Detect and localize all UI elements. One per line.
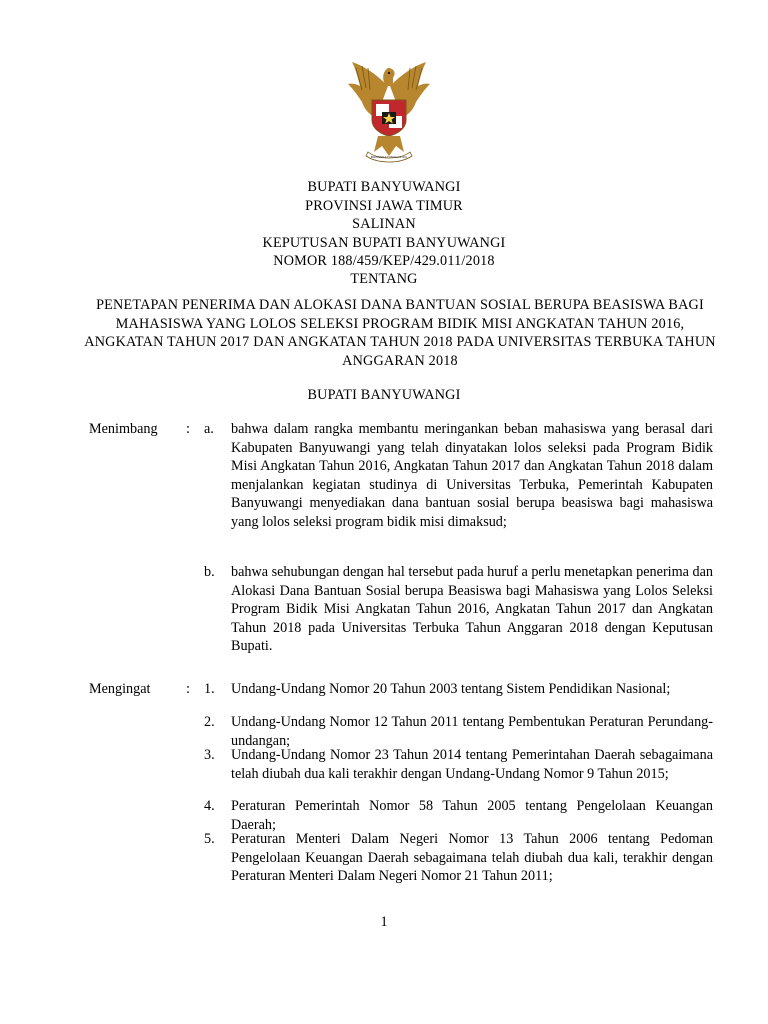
page-number: 1 <box>380 914 388 930</box>
header-line: KEPUTUSAN BUPATI BANYUWANGI <box>262 234 506 251</box>
menimbang-colon: : <box>186 421 190 437</box>
header-line: BUPATI BANYUWANGI <box>307 179 461 195</box>
garuda-emblem-icon <box>338 56 440 166</box>
document-title: PENETAPAN PENERIMA DAN ALOKASI DANA BANTUAN SOSIAL BERUPA BEASISWA BAGI MAHASISWA YANG LOLOS SELEKSI PROGRAM BIDIK MISI ANGKATAN TAHUN 2016, ANGKATAN TAHUN 2017 DAN ANGKATAN TAHUN 2018 PADA UNIVERSITAS TERBUKA TAHUN ANGGARAN 2018 <box>84 297 716 369</box>
menimbang-label: Menimbang <box>89 421 158 437</box>
emblem-motto: BHINNEKA TUNGGAL IKA <box>370 155 408 159</box>
header-line: SALINAN <box>352 216 416 232</box>
mengingat-item-4: Peraturan Pemerintah Nomor 58 Tahun 2005 tentang Pengelolaan Keuangan Daerah; <box>231 798 713 833</box>
mengingat-colon: : <box>186 681 190 697</box>
menimbang-item-b: bahwa sehubungan dengan hal tersebut pada huruf a perlu menetapkan penerima dan Alokasi Dana Bantuan Sosial berupa Beasiswa bagi Mahasiswa yang Lolos Seleksi Program Bidik Misi Angkatan Tahun 2016, Angkatan Tahun 2017 dan Angkatan Tahun 2018 pada Universitas Terbuka Tahun Anggaran 2018 dengan Keputusan Bupati. <box>231 564 713 654</box>
mengingat-item-1: Undang-Undang Nomor 20 Tahun 2003 tentang Sistem Pendidikan Nasional; <box>231 681 671 697</box>
menimbang-item-a: bahwa dalam rangka membantu meringankan beban mahasiswa yang berasal dari Kabupaten Banyuwangi yang telah dinyatakan lolos seleksi pada Program Bidik Misi Angkatan Tahun 2016, Angkatan Tahun 2017 dan Angkatan Tahun 2018 dalam menjalankan kegiatan studinya di Universitas Terbuka, Pemerintah Kabupaten Banyuwangi menyediakan dana bantuan sosial berupa beasiswa bagi mahasiswa yang lolos seleksi program bidik misi dimaksud; <box>231 421 713 530</box>
header-line: NOMOR 188/459/KEP/429.011/2018 <box>273 253 495 269</box>
mengingat-item-3: Undang-Undang Nomor 23 Tahun 2014 tentang Pemerintahan Daerah sebagaimana telah diubah dua kali terakhir dengan Undang-Undang Nomor 9 Tahun 2015; <box>231 747 713 782</box>
list-marker: 2. <box>204 714 215 730</box>
tentang-heading: TENTANG <box>350 271 418 287</box>
list-marker: 5. <box>204 831 215 847</box>
list-marker: a. <box>204 421 214 437</box>
mengingat-label: Mengingat <box>89 681 151 697</box>
mengingat-item-2: Undang-Undang Nomor 12 Tahun 2011 tentang Pembentukan Peraturan Perundang-undangan; <box>231 714 713 749</box>
header-line: PROVINSI JAWA TIMUR <box>305 197 463 214</box>
list-marker: 3. <box>204 747 215 763</box>
document-header <box>0 178 768 271</box>
list-marker: 4. <box>204 798 215 814</box>
list-marker: b. <box>204 564 215 580</box>
bupati-heading: BUPATI BANYUWANGI <box>307 387 461 403</box>
list-marker: 1. <box>204 681 215 697</box>
mengingat-item-5: Peraturan Menteri Dalam Negeri Nomor 13 Tahun 2006 tentang Pedoman Pengelolaan Keuangan Daerah sebagaimana telah diubah dua kali, terakhir dengan Peraturan Menteri Dalam Negeri Nomor 21 Tahun 2011; <box>231 831 713 884</box>
